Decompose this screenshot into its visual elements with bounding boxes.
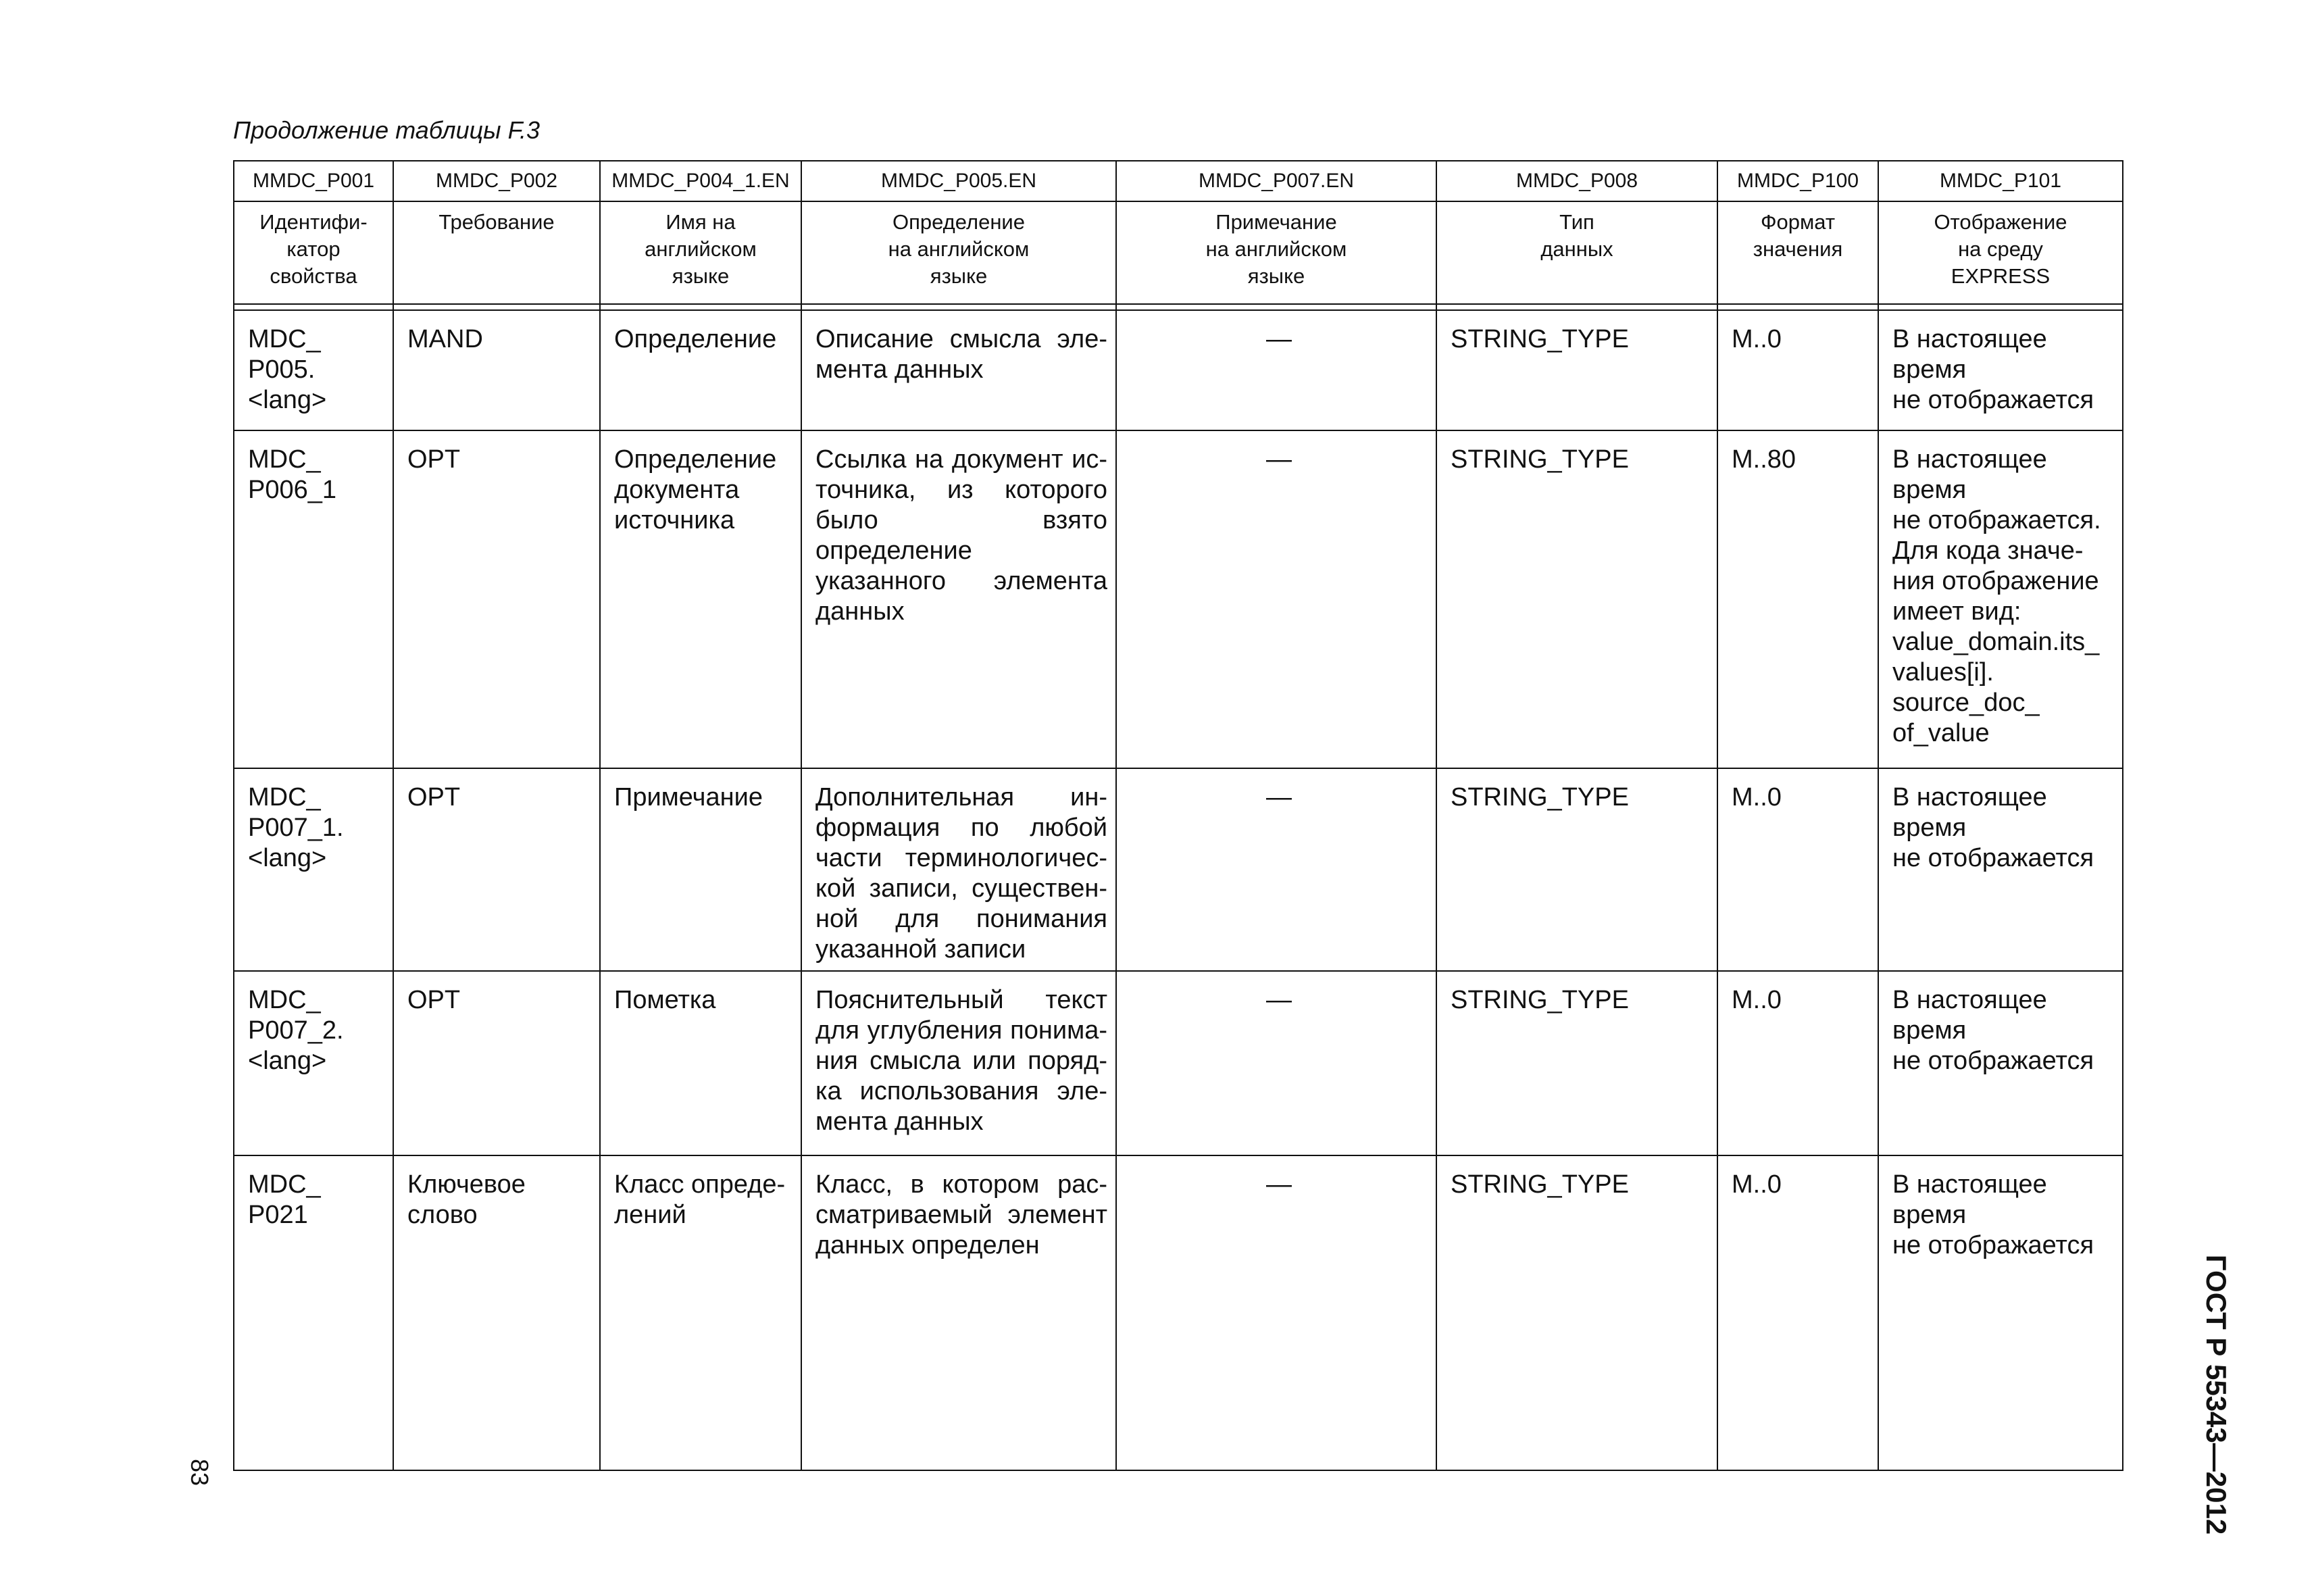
cell-note: —: [1116, 310, 1436, 430]
column-description: Примечание на английском языке: [1116, 201, 1436, 304]
column-description: Определение на английском языке: [801, 201, 1116, 304]
cell-type: STRING_TYPE: [1436, 971, 1717, 1155]
cell-id: MDC_ P007_1. <lang>: [234, 768, 393, 971]
cell-mapping: В настоящее время не отображается: [1878, 768, 2123, 971]
column-description: Идентифи- катор свойства: [234, 201, 393, 304]
cell-requirement: OPT: [393, 971, 600, 1155]
table-row: [234, 971, 2123, 1155]
column-description-row: [234, 201, 2123, 304]
standard-id: ГОСТ Р 55343—2012: [2200, 1254, 2232, 1535]
cell-type: STRING_TYPE: [1436, 768, 1717, 971]
column-code: MMDC_P007.EN: [1116, 161, 1436, 201]
column-description: Отображение на среду EXPRESS: [1878, 201, 2123, 304]
cell-type: STRING_TYPE: [1436, 310, 1717, 430]
cell-definition: Описание смысла эле-мента данных: [801, 310, 1116, 430]
cell-format: M..0: [1717, 310, 1878, 430]
cell-note: —: [1116, 768, 1436, 971]
cell-name: Пометка: [600, 971, 801, 1155]
continuation-title: Продолжение таблицы F.3: [233, 116, 540, 144]
cell-format: M..0: [1717, 1155, 1878, 1470]
cell-id: MDC_ P006_1: [234, 430, 393, 768]
cell-definition: Класс, в котором рас-сматриваемый элемент данных определен: [801, 1155, 1116, 1470]
cell-requirement: Ключевое слово: [393, 1155, 600, 1470]
table-row: [234, 768, 2123, 971]
column-code: MMDC_P004_1.EN: [600, 161, 801, 201]
column-description: Тип данных: [1436, 201, 1717, 304]
table-row: [234, 310, 2123, 430]
cell-format: M..0: [1717, 768, 1878, 971]
cell-format: M..0: [1717, 971, 1878, 1155]
column-code: MMDC_P100: [1717, 161, 1878, 201]
cell-name: Определение документа источника: [600, 430, 801, 768]
column-code: MMDC_P101: [1878, 161, 2123, 201]
property-table: [233, 160, 2123, 1471]
cell-name: Класс опреде- лений: [600, 1155, 801, 1470]
page-number: 83: [186, 1458, 214, 1487]
cell-note: —: [1116, 430, 1436, 768]
cell-note: —: [1116, 1155, 1436, 1470]
cell-mapping: В настоящее время не отображается: [1878, 1155, 2123, 1470]
column-code: MMDC_P005.EN: [801, 161, 1116, 201]
cell-id: MDC_ P005. <lang>: [234, 310, 393, 430]
cell-name: Примечание: [600, 768, 801, 971]
cell-format: M..80: [1717, 430, 1878, 768]
column-code: MMDC_P001: [234, 161, 393, 201]
column-code: MMDC_P008: [1436, 161, 1717, 201]
column-description: Имя на английском языке: [600, 201, 801, 304]
cell-definition: Дополнительная ин-формация по любой части терминологичес-кой записи, существен-ной для понимания указанной записи: [801, 768, 1116, 971]
column-description: Требование: [393, 201, 600, 304]
table-row: [234, 1155, 2123, 1470]
column-code-row: [234, 161, 2123, 201]
cell-requirement: MAND: [393, 310, 600, 430]
cell-id: MDC_ P007_2. <lang>: [234, 971, 393, 1155]
column-description: Формат значения: [1717, 201, 1878, 304]
cell-note: —: [1116, 971, 1436, 1155]
cell-definition: Пояснительный текст для углубления понима-ния смысла или поряд-ка использования эле-мента данных: [801, 971, 1116, 1155]
cell-mapping: В настоящее время не отображается. Для кода значе- ния отображение имеет вид: value_domain.its_ values[i]. source_doc_ of_value: [1878, 430, 2123, 768]
header-separator: [234, 304, 2123, 310]
cell-mapping: В настоящее время не отображается: [1878, 310, 2123, 430]
cell-type: STRING_TYPE: [1436, 1155, 1717, 1470]
cell-id: MDC_ P021: [234, 1155, 393, 1470]
cell-mapping: В настоящее время не отображается: [1878, 971, 2123, 1155]
cell-type: STRING_TYPE: [1436, 430, 1717, 768]
column-code: MMDC_P002: [393, 161, 600, 201]
table-row: [234, 430, 2123, 768]
cell-name: Определение: [600, 310, 801, 430]
cell-requirement: OPT: [393, 430, 600, 768]
cell-requirement: OPT: [393, 768, 600, 971]
cell-definition: Ссылка на документ ис-точника, из которого было взято определение указанного элемента данных: [801, 430, 1116, 768]
